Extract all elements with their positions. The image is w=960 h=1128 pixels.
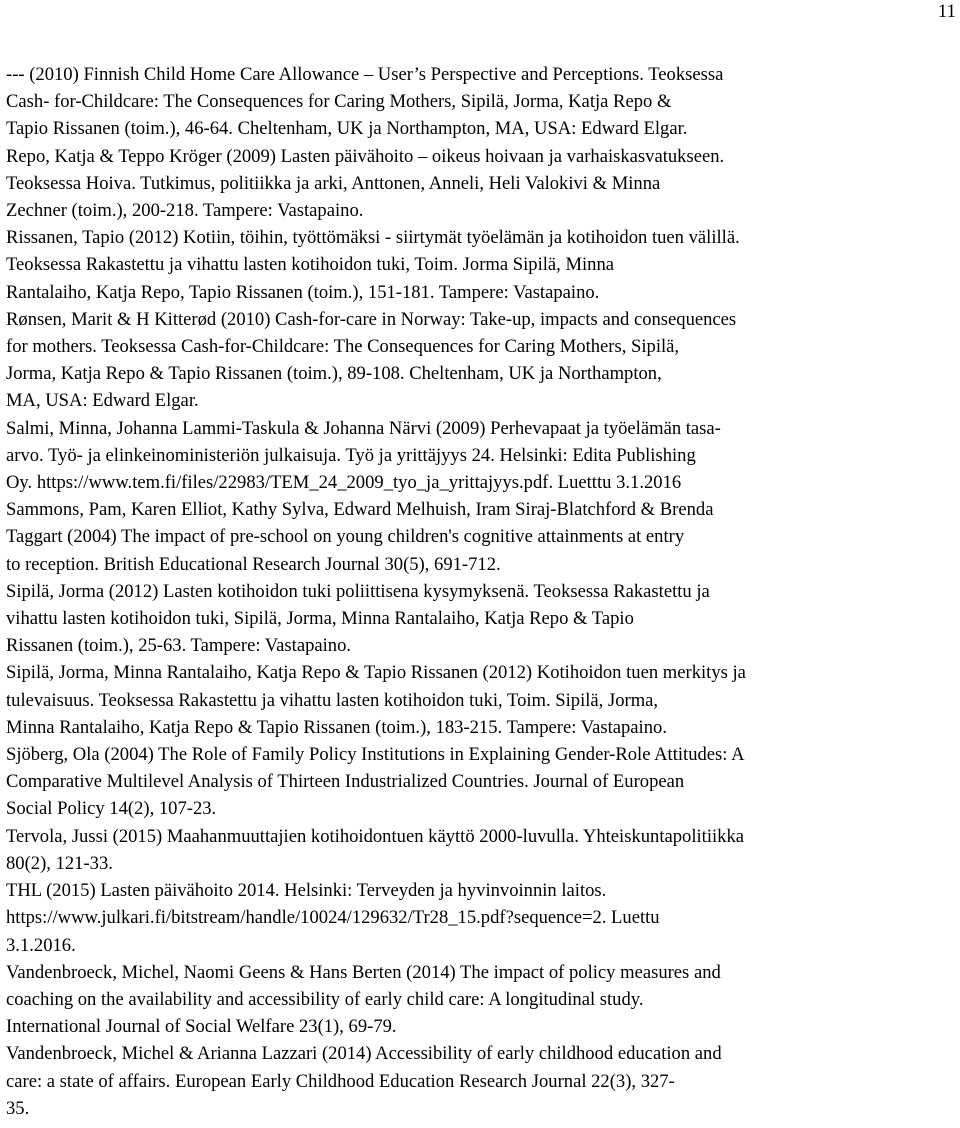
reference-line: care: a state of affairs. European Early Childhood Education Research Journal 22(3), 327-	[6, 1070, 675, 1092]
reference-line: Sipilä, Jorma (2012) Lasten kotihoidon tuki poliittisena kysymyksenä. Teoksessa Rakastettu ja	[6, 580, 710, 602]
reference-line: Social Policy 14(2), 107-23.	[6, 798, 217, 820]
reference-line: Comparative Multilevel Analysis of Thirteen Industrialized Countries. Journal of European	[6, 771, 685, 793]
reference-line: 35.	[6, 1097, 30, 1119]
reference-line: Cash- for-Childcare: The Consequences for Caring Mothers, Sipilä, Jorma, Katja Repo &	[6, 91, 672, 113]
reference-entry	[6, 877, 954, 959]
reference-line: Teoksessa Rakastettu ja vihattu lasten kotihoidon tuki, Toim. Jorma Sipilä, Minna	[6, 254, 614, 276]
reference-line: Teoksessa Hoiva. Tutkimus, politiikka ja arki, Anttonen, Anneli, Heli Valokivi & Minna	[6, 172, 661, 194]
reference-line: Rissanen, Tapio (2012) Kotiin, töihin, työttömäksi - siirtymät työelämän ja kotihoidon tuen välillä.	[6, 227, 740, 249]
reference-entry	[6, 1040, 954, 1122]
reference-entry	[6, 415, 954, 497]
reference-line: 3.1.2016.	[6, 934, 76, 956]
reference-line: Sammons, Pam, Karen Elliot, Kathy Sylva, Edward Melhuish, Iram Siraj-Blatchford & Brenda	[6, 499, 714, 521]
reference-entry	[6, 496, 954, 578]
reference-line: International Journal of Social Welfare 23(1), 69-79.	[6, 1016, 397, 1038]
reference-line: Taggart (2004) The impact of pre-school on young children's cognitive attainments at entry	[6, 526, 685, 548]
reference-line: Oy. https://www.tem.fi/files/22983/TEM_24_2009_tyo_ja_yrittajyys.pdf. Luetttu 3.1.2016	[6, 472, 682, 494]
reference-entry	[6, 224, 954, 306]
reference-line: tulevaisuus. Teoksessa Rakastettu ja vihattu lasten kotihoidon tuki, Toim. Sipilä, Jorma,	[6, 689, 659, 711]
reference-line: 80(2), 121-33.	[6, 852, 113, 874]
reference-entry	[6, 306, 954, 415]
reference-link: https://www.julkari.fi/bitstream/handle/10024/129632/Tr28_15.pdf?sequence=2. Luettu	[6, 907, 660, 929]
reference-line: --- (2010) Finnish Child Home Care Allowance – User’s Perspective and Perceptions. Teoksessa	[6, 64, 724, 85]
reference-line: Vandenbroeck, Michel & Arianna Lazzari (2014) Accessibility of early childhood education and	[6, 1043, 722, 1065]
reference-line: Rissanen (toim.), 25-63. Tampere: Vastapaino.	[6, 635, 352, 657]
reference-list	[6, 61, 954, 1122]
reference-line: to reception. British Educational Research Journal 30(5), 691-712.	[6, 553, 501, 575]
reference-line: Tapio Rissanen (toim.), 46-64. Cheltenham, UK ja Northampton, MA, USA: Edward Elgar.	[6, 118, 688, 140]
reference-line: Salmi, Minna, Johanna Lammi-Taskula & Johanna Närvi (2009) Perhevapaat ja työelämän tasa-	[6, 417, 721, 439]
page-number: 11	[937, 1, 956, 22]
reference-entry	[6, 959, 954, 1041]
reference-entry	[6, 741, 954, 823]
reference-entry	[6, 578, 954, 660]
reference-line: Sipilä, Jorma, Minna Rantalaiho, Katja Repo & Tapio Rissanen (2012) Kotihoidon tuen merkitys ja	[6, 662, 746, 684]
reference-entry	[6, 823, 954, 877]
reference-line: coaching on the availability and accessibility of early child care: A longitudinal study.	[6, 988, 644, 1010]
reference-line: Zechner (toim.), 200-218. Tampere: Vastapaino.	[6, 200, 364, 222]
reference-line: Repo, Katja & Teppo Kröger (2009) Lasten päivähoito – oikeus hoivaan ja varhaiskasvatukseen.	[6, 145, 725, 167]
reference-line: arvo. Työ- ja elinkeinoministeriön julkaisuja. Työ ja yrittäjyys 24. Helsinki: Edita Publishing	[6, 444, 696, 466]
reference-entry	[6, 61, 954, 143]
reference-entry	[6, 143, 954, 225]
reference-line: Vandenbroeck, Michel, Naomi Geens & Hans Berten (2014) The impact of policy measures and	[6, 961, 721, 983]
reference-line: Rønsen, Marit & H Kitterød (2010) Cash-for-care in Norway: Take-up, impacts and consequences	[6, 308, 737, 330]
reference-line: Tervola, Jussi (2015) Maahanmuuttajien kotihoidontuen käyttö 2000-luvulla. Yhteiskuntapolitiikka	[6, 825, 745, 847]
reference-line: MA, USA: Edward Elgar.	[6, 390, 199, 412]
reference-line: Minna Rantalaiho, Katja Repo & Tapio Rissanen (toim.), 183-215. Tampere: Vastapaino.	[6, 716, 667, 738]
reference-line: Rantalaiho, Katja Repo, Tapio Rissanen (toim.), 151-181. Tampere: Vastapaino.	[6, 281, 600, 303]
reference-line: vihattu lasten kotihoidon tuki, Sipilä, Jorma, Minna Rantalaiho, Katja Repo & Tapio	[6, 608, 634, 630]
reference-entry	[6, 659, 954, 741]
reference-line: Sjöberg, Ola (2004) The Role of Family Policy Institutions in Explaining Gender-Role Attitudes: A	[6, 744, 745, 766]
reference-line: Jorma, Katja Repo & Tapio Rissanen (toim.), 89-108. Cheltenham, UK ja Northampton,	[6, 363, 662, 385]
reference-line: for mothers. Teoksessa Cash-for-Childcare: The Consequences for Caring Mothers, Sipilä,	[6, 336, 680, 358]
reference-line: THL (2015) Lasten päivähoito 2014. Helsinki: Terveyden ja hyvinvoinnin laitos.	[6, 880, 607, 902]
